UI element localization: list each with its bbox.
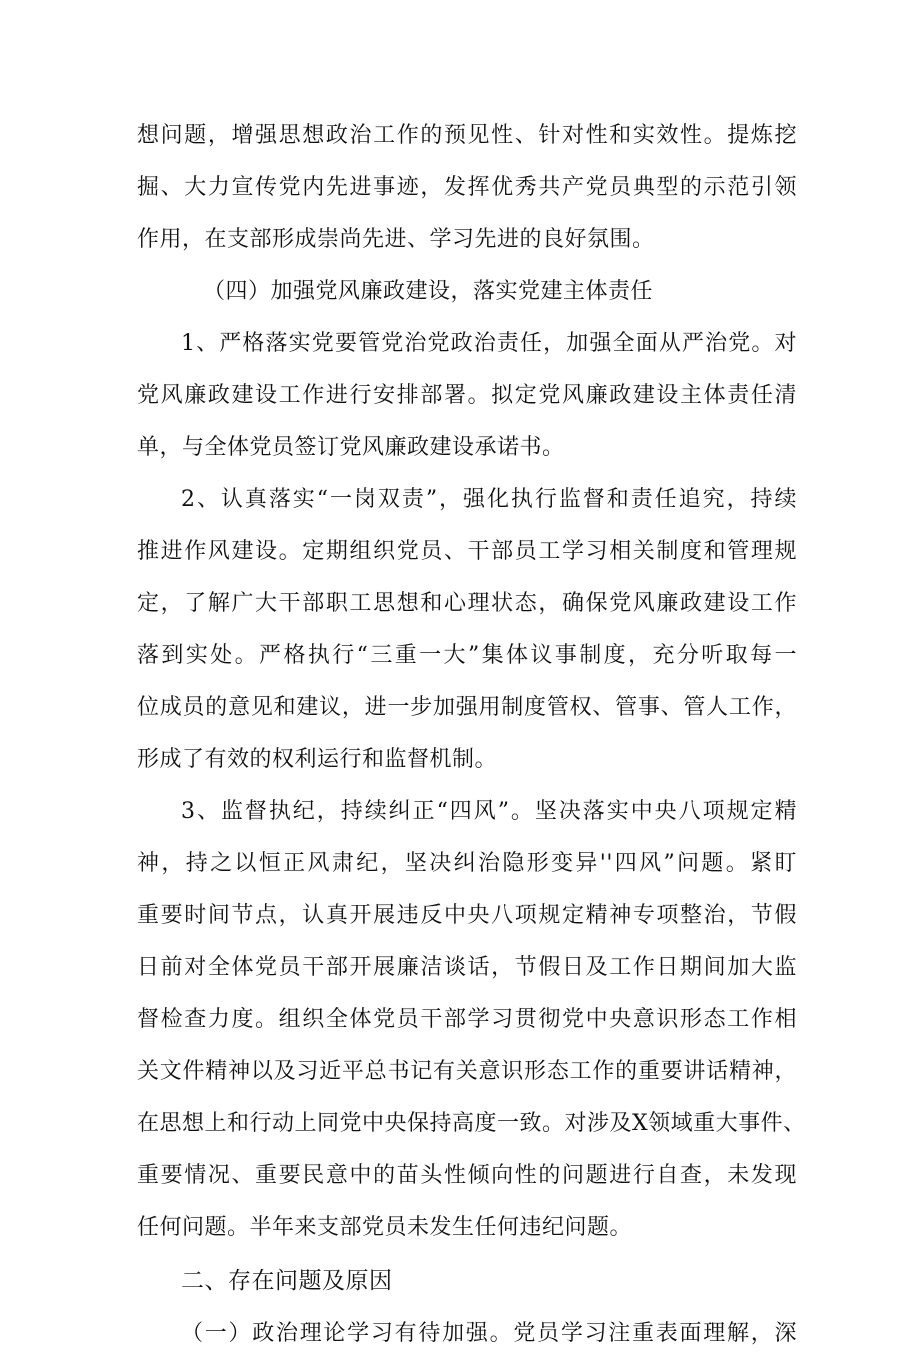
body-text-line: 掘、大力宣传党内先进事迹，发挥优秀共产党员典型的示范引领 — [137, 175, 797, 200]
body-text-line: 关文件精神以及习近平总书记有关意识形态工作的重要讲话精神， — [137, 1059, 797, 1084]
body-text-line: 督检查力度。组织全体党员干部学习贯彻党中央意识形态工作相 — [137, 1007, 797, 1032]
section-heading: 二、存在问题及原因 — [181, 1268, 393, 1294]
body-text-line: 定，了解广大干部职工思想和心理状态，确保党风廉政建设工作 — [137, 591, 797, 616]
body-text-line: 推进作风建设。定期组织党员、干部员工学习相关制度和管理规 — [137, 539, 797, 564]
body-text-line: 单，与全体党员签订党风廉政建设承诺书。 — [137, 435, 565, 460]
body-text-line: 在思想上和行动上同党中央保持高度一致。对涉及X领域重大事件、 — [137, 1111, 806, 1136]
body-text-line: 1、严格落实党要管党治党政治责任，加强全面从严治党。对 — [181, 331, 797, 356]
document-page — [137, 110, 806, 1360]
body-text-line: 想问题，增强思想政治工作的预见性、针对性和实效性。提炼挖 — [137, 123, 797, 148]
body-text-line: 日前对全体党员干部开展廉洁谈话，节假日及工作日期间加大监 — [137, 955, 797, 980]
body-text-line: 位成员的意见和建议，进一步加强用制度管权、管事、管人工作， — [137, 695, 797, 720]
body-text-line: 党风廉政建设工作进行安排部署。拟定党风廉政建设主体责任清 — [137, 383, 797, 408]
body-text-line: 形成了有效的权利运行和监督机制。 — [137, 747, 498, 772]
body-text-line: 落到实处。严格执行“三重一大”集体议事制度，充分听取每一 — [137, 643, 797, 668]
section-subheading: （四）加强党风廉政建设，落实党建主体责任 — [203, 279, 654, 304]
body-text-line: （一）政治理论学习有待加强。党员学习注重表面理解，深 — [181, 1321, 797, 1346]
body-text-line: 作用，在支部形成崇尚先进、学习先进的良好氛围。 — [137, 227, 655, 252]
body-text-line: 2、认真落实“一岗双责”，强化执行监督和责任追究，持续 — [181, 487, 797, 512]
body-text-line: 任何问题。半年来支部党员未发生任何违纪问题。 — [137, 1215, 633, 1240]
body-text-line: 重要情况、重要民意中的苗头性倾向性的问题进行自查，未发现 — [137, 1163, 797, 1188]
body-text-line: 神，持之以恒正风肃纪，坚决纠治隐形变异''四风”问题。紧盯 — [137, 851, 797, 876]
body-text-line: 重要时间节点，认真开展违反中央八项规定精神专项整治，节假 — [137, 903, 797, 928]
body-text-line: 3、监督执纪，持续纠正“四风”。坚决落实中央八项规定精 — [181, 799, 797, 824]
